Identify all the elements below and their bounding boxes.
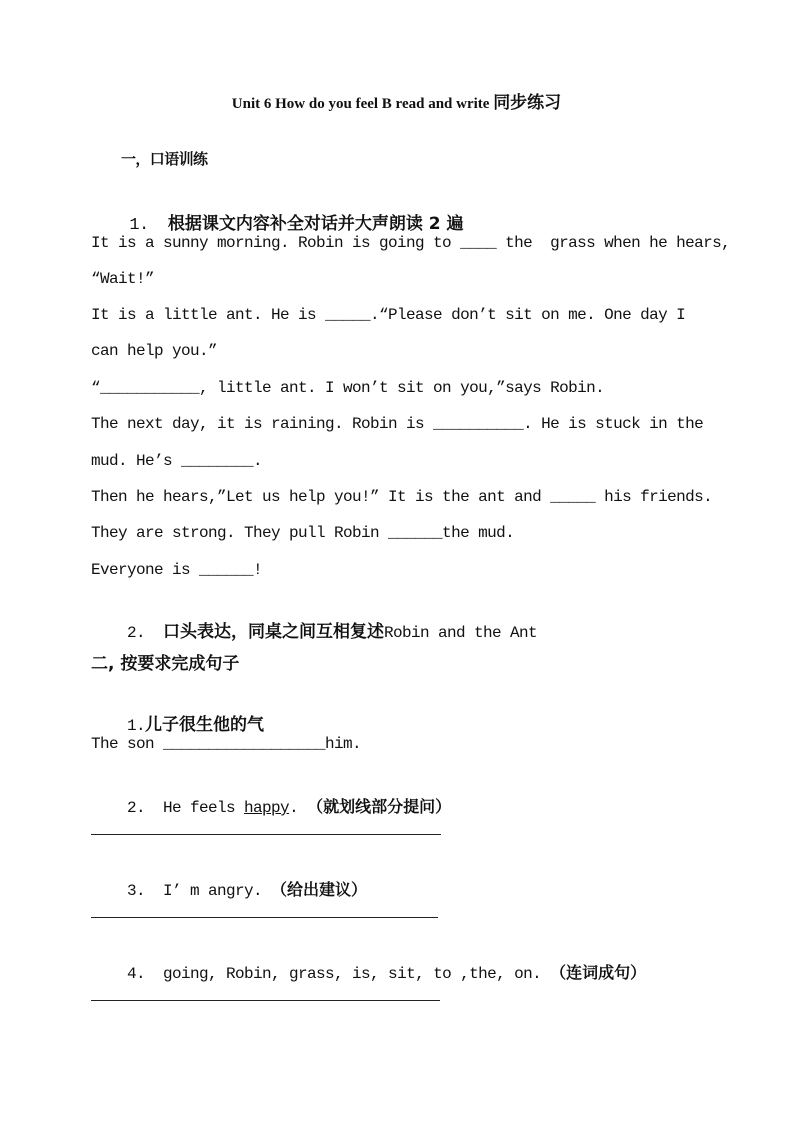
section-2-heading: 二, 按要求完成句子 (91, 654, 240, 674)
section-1-heading: 一，口语训练 (121, 150, 208, 168)
question-text: 根据课文内容补全对话并大声朗读 2 遍 (167, 214, 464, 234)
question-instruction-cn: （就划线部分提问） (307, 797, 452, 816)
passage-line-2: “Wait!” (91, 270, 155, 288)
question-number: 2. (127, 624, 164, 642)
section-2-answer-1: The son __________________him. (91, 735, 362, 753)
passage-line-8: Then he hears,”Let us help you!” It is the ant and _____ his friends. (91, 488, 713, 506)
question-text: 2. He feels (127, 799, 245, 817)
question-punct: . (289, 799, 308, 817)
underlined-word: happy (244, 799, 290, 817)
question-text: 4. going, Robin, grass, is, sit, to ,the, on. (127, 965, 551, 983)
question-prompt-cn: 儿子很生他的气 (145, 715, 265, 735)
passage-line-5: “___________, little ant. I won’t sit on you,”says Robin. (91, 379, 605, 397)
answer-line-3 (91, 917, 438, 918)
answer-line-4 (91, 1000, 440, 1001)
passage-line-10: Everyone is ______! (91, 561, 263, 579)
question-instruction-cn: （给出建议） (271, 880, 368, 899)
answer-line-2 (91, 834, 441, 835)
page-title (0, 88, 793, 113)
question-text-cn: 口头表达，同桌之间互相复述 (163, 622, 385, 642)
passage-line-7: mud. He’s ________. (91, 452, 263, 470)
section-2-question-4 (91, 942, 646, 1001)
question-number: 1. (129, 216, 168, 235)
title-english: Unit 6 How do you feel B read and write (231, 96, 494, 112)
passage-line-1: It is a sunny morning. Robin is going to ____ the grass when he hears, (91, 234, 731, 252)
question-text-en: Robin and the Ant (384, 624, 538, 642)
section-2-question-3 (91, 859, 367, 918)
passage-line-3: It is a little ant. He is _____.“Please don’t sit on me. One day I (91, 306, 686, 324)
passage-line-9: They are strong. They pull Robin ______the mud. (91, 524, 515, 542)
passage-line-6: The next day, it is raining. Robin is __________. He is stuck in the (91, 415, 704, 433)
question-instruction-cn: （连词成句） (550, 963, 647, 982)
question-number: 1. (127, 717, 146, 735)
passage-line-4: can help you.” (91, 342, 218, 360)
section-2-question-2 (91, 776, 451, 835)
title-chinese: 同步练习 (493, 93, 562, 113)
question-text: 3. I’ m angry. (127, 882, 272, 900)
